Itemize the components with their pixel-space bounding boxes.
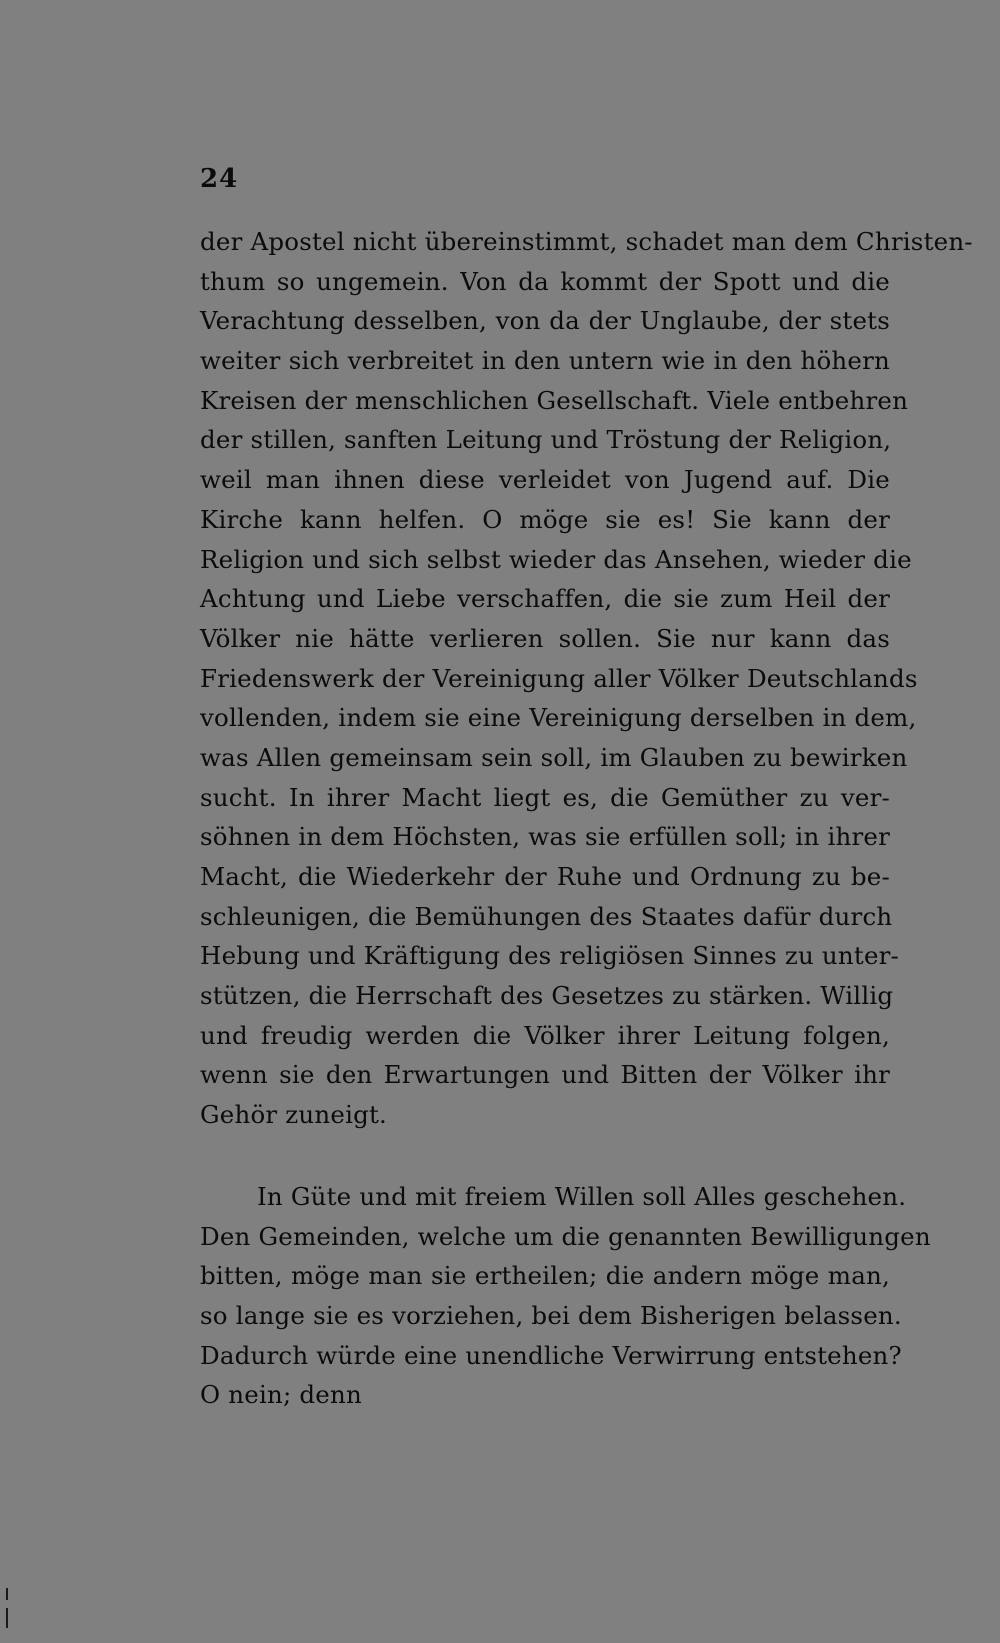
paragraph-line: vollenden, indem sie eine Vereinigung derselben in dem,: [200, 703, 917, 733]
paragraph-line: thum so ungemein. Von da kommt der Spott und die: [200, 266, 890, 296]
paragraph-line: der Apostel nicht übereinstimmt, schadet man dem Christen-: [200, 227, 973, 256]
paragraph-line: söhnen in dem Höchsten, was sie erfüllen soll; in ihrer: [200, 822, 890, 852]
paragraph-1: [200, 222, 973, 1135]
scan-edge-mark: [6, 1608, 8, 1628]
paragraph-line: Kirche kann helfen. O möge sie es! Sie kann der: [200, 504, 890, 534]
paragraph-line: stützen, die Herrschaft des Gesetzes zu stärken. Willig: [200, 981, 894, 1011]
paragraph-line: Völker nie hätte verlieren sollen. Sie nur kann das: [200, 623, 890, 653]
paragraph-line: weiter sich verbreitet in den untern wie in den höhern: [200, 346, 890, 376]
paragraph-line: Dadurch würde eine unendliche Verwirrung entstehen?: [200, 1340, 902, 1370]
paragraph-line: Den Gemeinden, welche um die genannten Bewilligungen: [200, 1221, 931, 1251]
paragraph-line: Hebung und Kräftigung des religiösen Sinnes zu unter-: [200, 941, 900, 971]
paragraph-line: In Güte und mit freiem Willen soll Alles geschehen.: [257, 1182, 907, 1211]
page-number: 24: [200, 164, 239, 194]
paragraph-line: Macht, die Wiederkehr der Ruhe und Ordnung zu be-: [200, 862, 890, 891]
paragraph-line: wenn sie den Erwartungen und Bitten der Völker ihr: [200, 1060, 890, 1090]
paragraph-2: [200, 1177, 931, 1415]
paragraph-line: weil man ihnen diese verleidet von Jugend auf. Die: [200, 465, 890, 495]
paragraph-line: Gehör zuneigt.: [200, 1100, 388, 1130]
paragraph-line: Verachtung desselben, von da der Unglaube, der stets: [200, 306, 890, 336]
paragraph-line: schleunigen, die Bemühungen des Staates dafür durch: [200, 901, 893, 931]
paragraph-line: Religion und sich selbst wieder das Ansehen, wieder die: [200, 544, 912, 574]
paragraph-line: Friedenswerk der Vereinigung aller Völker Deutschlands: [200, 663, 918, 693]
paragraph-line: und freudig werden die Völker ihrer Leitung folgen,: [200, 1020, 890, 1050]
paragraph-line: was Allen gemeinsam sein soll, im Glauben zu bewirken: [200, 742, 908, 772]
paragraph-line: O nein; denn: [200, 1380, 362, 1410]
paragraph-line: so lange sie es vorziehen, bei dem Bisherigen belassen.: [200, 1301, 902, 1331]
paragraph-line: sucht. In ihrer Macht liegt es, die Gemüther zu ver-: [200, 782, 890, 812]
paragraph-line: bitten, möge man sie ertheilen; die andern möge man,: [200, 1261, 890, 1291]
paragraph-line: Kreisen der menschlichen Gesellschaft. Viele entbehren: [200, 385, 909, 415]
paragraph-line: der stillen, sanften Leitung und Tröstung der Religion,: [200, 425, 892, 455]
paragraph-line: Achtung und Liebe verschaffen, die sie zum Heil der: [200, 584, 890, 614]
scan-edge-mark: [6, 1588, 8, 1600]
